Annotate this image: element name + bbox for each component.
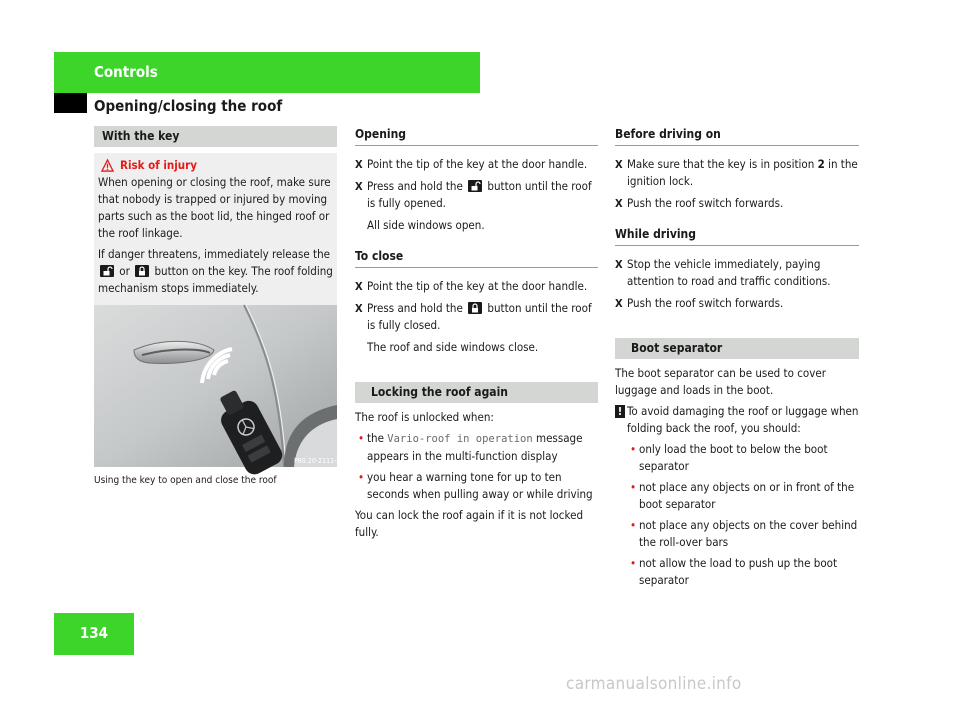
boot-bullet-1 (627, 441, 859, 475)
lock-bullet-1-pre: the (367, 431, 384, 445)
while-step-1 (615, 256, 859, 290)
boot-separator-heading: Boot separator (615, 338, 859, 359)
close-step-2 (355, 300, 598, 334)
lock-outro: You can lock the roof again if it is not locked fully. (355, 508, 584, 539)
while-driving-heading: While driving (615, 226, 859, 246)
column-left (94, 126, 337, 307)
arrow-icon: X (355, 158, 363, 171)
boot-bullet-2 (627, 479, 859, 513)
lock-bullet-1-post: message appears in the multi-function display (367, 431, 583, 463)
close-result: The roof and side windows close. (367, 340, 539, 354)
before-step-1 (615, 156, 859, 190)
opening-step-2b: button until the roof is fully opened. (367, 179, 592, 210)
opening-step-1-text: Point the tip of the key at the door handle. (367, 157, 588, 171)
key-photo (94, 305, 345, 467)
warning-box (94, 153, 337, 307)
bullet-dot: • (630, 556, 637, 570)
column-right (615, 126, 859, 593)
boot-bullets (615, 441, 859, 589)
bullet-dot: • (358, 470, 365, 484)
arrow-icon: X (615, 297, 623, 310)
close-step-2a: Press and hold the (367, 301, 463, 315)
page-number: 134 (79, 624, 109, 642)
close-step-1 (355, 278, 598, 295)
boot-bullet-4 (627, 555, 859, 589)
unlock-key-icon (100, 265, 114, 277)
warning-text-1: When opening or closing the roof, make sure that nobody is trapped or injured by moving parts such as the boot lid, the hinged roof or the roof linkage. (98, 175, 331, 240)
unlock-key-icon (468, 180, 482, 192)
boot-bullet-3 (627, 517, 859, 551)
photo-code: P80.20-2111-31 (294, 457, 345, 465)
arrow-icon: X (355, 302, 363, 315)
bullet-dot: • (358, 431, 365, 445)
arrow-icon: X (615, 258, 623, 271)
boot-bullet-4-text: not allow the load to push up the boot separator (639, 556, 838, 587)
while-step-1-text: Stop the vehicle immediately, paying attention to road and traffic conditions. (627, 257, 831, 288)
opening-result: All side windows open. (367, 218, 485, 232)
opening-step-2a: Press and hold the (367, 179, 463, 193)
boot-bullet-1-text: only load the boot to below the boot separator (639, 442, 828, 473)
opening-heading: Opening (355, 126, 598, 146)
display-message: Vario-roof in operation (387, 433, 533, 445)
close-step-2b: button until the roof is fully closed. (367, 301, 592, 332)
title-marker (54, 93, 87, 113)
boot-note (615, 403, 859, 437)
warning-text-or: or (119, 264, 130, 278)
opening-step-1 (355, 156, 598, 173)
arrow-icon: X (355, 180, 363, 193)
boot-intro: The boot separator can be used to cover luggage and loads in the boot. (615, 366, 826, 397)
photo-caption: Using the key to open and close the roof (94, 475, 277, 486)
boot-note-text: To avoid damaging the roof or luggage when folding back the roof, you should: (627, 404, 859, 435)
lock-key-icon (135, 265, 149, 277)
column-middle (355, 126, 598, 545)
opening-step-2 (355, 178, 598, 212)
warning-text-2 (98, 246, 333, 297)
section-label: Controls (94, 63, 158, 81)
arrow-icon: X (615, 158, 623, 171)
lock-bullet-1 (355, 430, 598, 465)
before-step-1a: Make sure that the key is in position (627, 157, 815, 171)
key-position: 2 (817, 157, 825, 171)
page-title: Opening/closing the roof (94, 97, 283, 115)
with-key-heading: With the key (94, 126, 337, 147)
while-step-2-text: Push the roof switch forwards. (627, 296, 784, 310)
lock-bullet-2 (355, 469, 598, 503)
bullet-dot: • (630, 480, 637, 494)
before-step-1b: in the ignition lock. (627, 157, 858, 188)
lock-bullet-2-text: you hear a warning tone for up to ten seconds when pulling away or while driving (367, 470, 593, 501)
note-exclamation-icon: ! (615, 405, 625, 418)
before-step-2-text: Push the roof switch forwards. (627, 196, 784, 210)
while-step-2 (615, 295, 859, 312)
boot-bullet-3-text: not place any objects on the cover behind the roll-over bars (639, 518, 858, 549)
warning-title: Risk of injury (120, 158, 198, 172)
bullet-dot: • (630, 518, 637, 532)
warning-text-2a: If danger threatens, immediately release the (98, 247, 331, 261)
watermark: carmanualsonline.info (566, 674, 742, 694)
locking-heading: Locking the roof again (355, 382, 598, 403)
arrow-icon: X (355, 280, 363, 293)
warning-title-row (98, 157, 333, 174)
warning-triangle-icon (101, 159, 114, 172)
to-close-heading: To close (355, 248, 598, 268)
bullet-dot: • (630, 442, 637, 456)
arrow-icon: X (615, 197, 623, 210)
warning-text-2b: button on the key. The roof folding mechanism stops immediately. (98, 264, 333, 295)
close-step-1-text: Point the tip of the key at the door handle. (367, 279, 588, 293)
lock-intro: The roof is unlocked when: (355, 410, 494, 424)
boot-bullet-2-text: not place any objects on or in front of the boot separator (639, 480, 855, 511)
lock-key-icon (468, 302, 482, 314)
before-driving-heading: Before driving on (615, 126, 859, 146)
before-step-2 (615, 195, 859, 212)
